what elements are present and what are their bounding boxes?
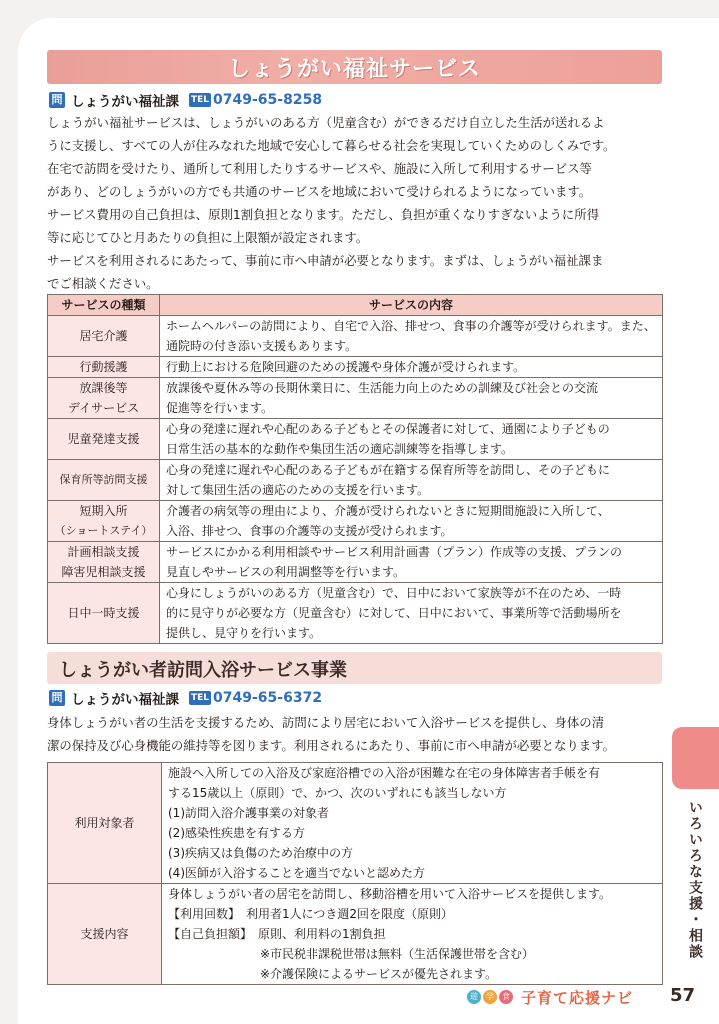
- header-service-content: サービスの内容: [160, 295, 663, 316]
- table-row: [48, 763, 663, 884]
- side-tab-label: いろいろな支援・相談: [687, 800, 703, 960]
- banner-title: しょうがい福祉サービス: [227, 57, 481, 82]
- intro-paragraph: [47, 111, 663, 295]
- service-type-line: 障害児相談支援: [61, 565, 146, 579]
- content-line: 心身にしょうがいのある方（児童含む）で、日中において家族等が不在のため、一時: [166, 586, 622, 600]
- service-type: [48, 583, 160, 644]
- content-line: 促進等を行います。: [166, 401, 274, 415]
- table-row: [48, 378, 663, 419]
- service-type: [48, 378, 160, 419]
- department-name: しょうがい福祉課: [71, 94, 179, 110]
- service-content: [160, 583, 663, 644]
- section-heading-bath: [47, 652, 662, 684]
- content-line: 身体しょうがい者の居宅を訪問し、移動浴槽を用いて入浴サービスを提供します。: [168, 887, 612, 901]
- intro-line: 在宅で訪問を受けたり、通所して利用したりするサービスや、施設に入所して利用するサービス等: [47, 161, 592, 176]
- service-type-line: 日中一時支援: [67, 606, 140, 620]
- inquiry-icon: 問: [49, 690, 65, 706]
- bath-service-table: [47, 762, 663, 985]
- row-label: 支援内容: [48, 884, 162, 985]
- content-line: 行動上における危険回避のための援護や身体介護が受けられます。: [166, 360, 526, 374]
- service-type-line: 行動援護: [79, 360, 128, 374]
- intro-line: があり、どのしょうがいの方でも共通のサービスを地域において受けられるようになっています。: [47, 184, 592, 199]
- content-line: 介護者の病気等の理由により、介護が受けられないときに短期間施設に入所して、: [166, 504, 610, 518]
- inquiry-icon: 問: [49, 92, 65, 108]
- service-type-line: 保育所等訪問支援: [59, 473, 148, 486]
- content-line: する15歳以上（原則）で、かつ、次のいずれにも該当しない方: [168, 786, 507, 800]
- service-content: [160, 357, 663, 378]
- service-type: [48, 357, 160, 378]
- table-row: [48, 419, 663, 460]
- service-type: [48, 419, 160, 460]
- footer-title: 子育て応援ナビ: [521, 988, 634, 1007]
- service-content: [160, 542, 663, 583]
- content-line: 提供し、見守りを行います。: [166, 626, 322, 640]
- content-line: (2)感染性疾患を有する方: [168, 826, 305, 840]
- content-line: (1)訪問入浴介護事業の対象者: [168, 806, 329, 820]
- service-type-line: 短期入所: [79, 504, 128, 518]
- table-row: [48, 460, 663, 501]
- contact-line-2: [49, 689, 322, 707]
- content-line: サービスにかかる利用相談やサービス利用計画書（プラン）作成等の支援、プランの: [166, 545, 623, 559]
- header-service-type: サービスの種類: [48, 295, 160, 316]
- content-line: 通院時の付き添い支援もあります。: [166, 339, 358, 353]
- content-line: ホームヘルパーの訪問により、自宅で入浴、排せつ、食事の介護等が受けられます。また、: [166, 319, 656, 333]
- intro-line: サービスを利用されるにあたって、事前に市へ申請が必要となります。まずは、しょうがい福祉課ま: [47, 253, 604, 268]
- service-type: [48, 460, 160, 501]
- side-tab[interactable]: [672, 727, 719, 789]
- table-header-row: [48, 295, 663, 316]
- service-type-line: 居宅介護: [79, 329, 128, 343]
- content-line: 心身の発達に遅れや心配のある子どもが在籍する保育所等を訪問し、その子どもに: [166, 463, 611, 477]
- bath-intro-paragraph: [47, 711, 663, 757]
- table-row: [48, 316, 663, 357]
- content-line: 施設へ入所しての入浴及び家庭浴槽での入浴が困難な在宅の身体障害者手帳を有: [168, 766, 601, 780]
- service-type: [48, 542, 160, 583]
- play-icon: 遊: [467, 990, 481, 1004]
- intro-line: サービス費用の自己負担は、原則1割負担となります。ただし、負担が重くなりすぎないように所得: [47, 207, 600, 222]
- content-line: ※市民税非課税世帯は無料（生活保護世帯を含む）: [260, 947, 535, 961]
- intro-line: 等に応じてひと月あたりの負担に上限額が設定されます。: [47, 230, 369, 245]
- service-type-line: 計画相談支援: [67, 545, 140, 559]
- page-number: 57: [670, 985, 696, 1006]
- content-line: 的に見守りが必要な方（児童含む）に対して、日中において、事業所等で活動場所を: [166, 606, 622, 620]
- service-content: [160, 378, 663, 419]
- intro-line: しょうがい福祉サービスは、しょうがいのある方（児童含む）ができるだけ自立した生活が送れるよ: [47, 115, 605, 130]
- tel-icon: TEL: [191, 95, 210, 105]
- table-row: [48, 357, 663, 378]
- phone-number[interactable]: 0749-65-8258: [213, 92, 323, 108]
- content-line: (3)疾病又は負傷のため治療中の方: [168, 846, 353, 860]
- service-type: [48, 316, 160, 357]
- food-icon: 食: [499, 990, 513, 1004]
- content-line: (4)医師が入浴することを適当でないと認めた方: [168, 866, 425, 880]
- service-type-line: 放課後等: [79, 381, 128, 395]
- service-type-line: （ショートステイ）: [54, 524, 153, 537]
- section-banner: [47, 50, 662, 84]
- bath-intro-line: 身体しょうがい者の生活を支援するため、訪問により居宅において入浴サービスを提供し、身体の清: [47, 715, 605, 730]
- intro-line: うに支援し、すべての人が住みなれた地域で安心して暮らせる社会を実現していくためのしくみです。: [47, 138, 616, 153]
- row-content: [162, 763, 663, 884]
- service-content: [160, 419, 663, 460]
- phone-number[interactable]: 0749-65-6372: [213, 690, 323, 706]
- service-type: [48, 501, 160, 542]
- content-line: 日常生活の基本的な動作や集団生活の適応訓練等を指導します。: [166, 442, 514, 456]
- service-type-line: デイサービス: [67, 401, 140, 415]
- row-content: [162, 884, 663, 985]
- content-line: 心身の発達に遅れや心配のある子どもとその保護者に対して、通園により子どもの: [166, 422, 610, 436]
- service-content: [160, 501, 663, 542]
- service-content: [160, 460, 663, 501]
- contact-line-1: [49, 91, 322, 109]
- content-line: 入浴、排せつ、食事の介護等の支援が受けられます。: [166, 524, 453, 538]
- service-type-line: 児童発達支援: [67, 432, 140, 446]
- content-line: 見直しやサービスの利用調整等を行います。: [166, 565, 406, 579]
- section-title: しょうがい者訪問入浴サービス事業: [59, 660, 347, 681]
- table-row: [48, 583, 663, 644]
- service-content: [160, 316, 663, 357]
- row-label: 利用対象者: [48, 763, 162, 884]
- table-row: [48, 501, 663, 542]
- content-line: 【自己負担額】 原則、利用料の1割負担: [168, 927, 386, 941]
- intro-line: でご相談ください。: [47, 276, 159, 291]
- learn-icon: 学: [483, 990, 497, 1004]
- services-table: [47, 294, 663, 644]
- bath-intro-line: 潔の保持及び心身機能の維持等を図ります。利用されるにあたり、事前に市へ申請が必要となります。: [47, 738, 615, 753]
- table-row: [48, 884, 663, 985]
- department-name: しょうがい福祉課: [71, 692, 179, 708]
- content-line: 放課後や夏休み等の長期休業日に、生活能力向上のための訓練及び社会との交流: [166, 381, 599, 395]
- table-row: [48, 542, 663, 583]
- content-line: 対して集団生活の適応のための支援を行います。: [166, 483, 430, 497]
- footer-brand: [467, 986, 633, 1008]
- tel-icon: TEL: [191, 693, 210, 703]
- content-line: 【利用回数】 利用者1人につき週2回を限度（原則）: [168, 907, 454, 921]
- content-line: ※介護保険によるサービスが優先されます。: [260, 967, 498, 981]
